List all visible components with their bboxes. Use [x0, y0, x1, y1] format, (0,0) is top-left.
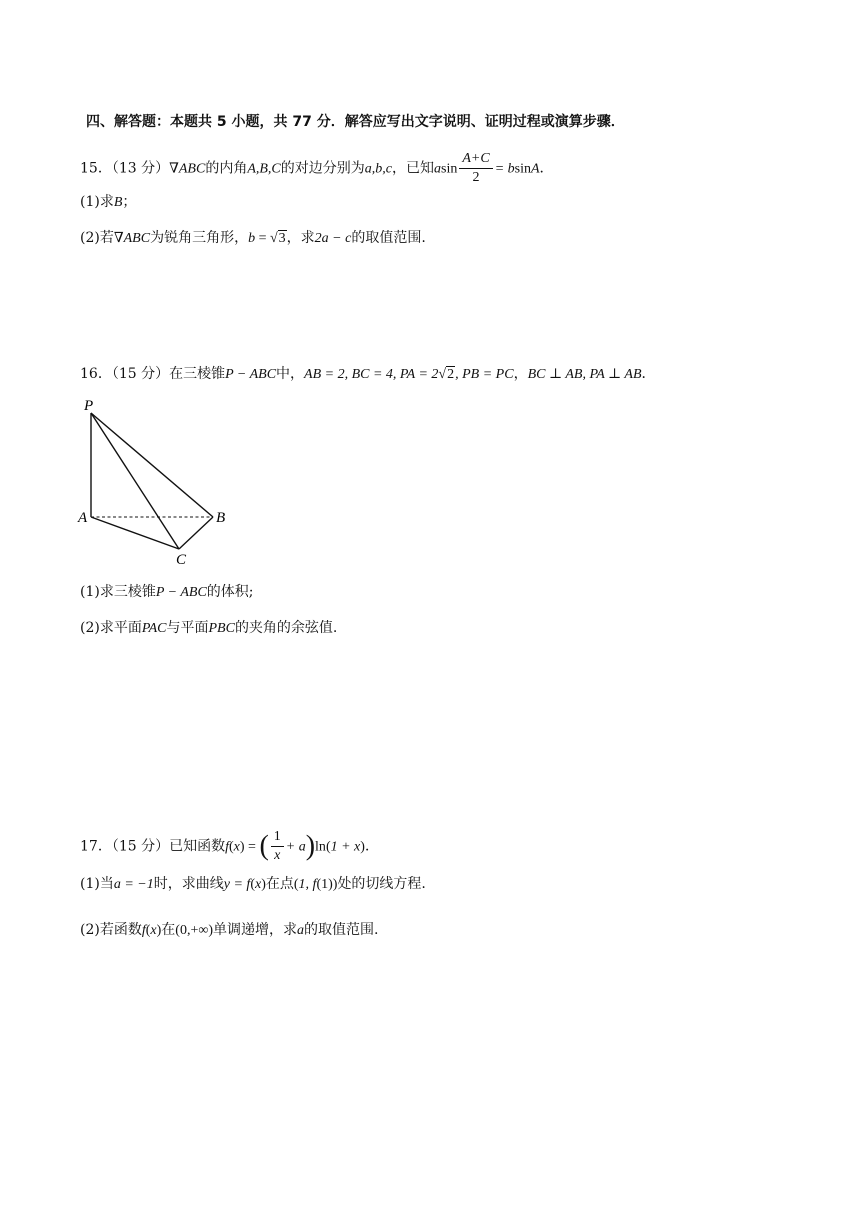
question-17-score: （15 分） — [111, 838, 170, 855]
edge-pb — [91, 413, 213, 517]
vertex-label-a: A — [78, 510, 88, 526]
question-16-part-1: (1)求三棱锥P − ABC的体积; — [80, 584, 254, 600]
question-17-number: 17． — [80, 838, 112, 855]
question-15-stem: 15．（13 分）∇ABC的内角A,B,C的对边分别为a,b,c，已知asin $\frac{A+C}{2}$ = bsinA． — [80, 151, 554, 185]
edge-ac — [91, 517, 179, 549]
question-17-stem: 17．（15 分）已知函数f(x) = ( $\frac{1}{x}$ + a)ln(1 + x)． — [80, 829, 379, 863]
question-16-stem: 16．（15 分）在三棱锥P − ABC中，AB = 2, BC = 4, PA = 2√2, PB = PC，BC ⊥ AB, PA ⊥ AB． — [80, 366, 656, 382]
vertex-label-b: B — [216, 510, 226, 526]
question-16-score: （15 分） — [111, 366, 170, 382]
fraction-a-plus-c-over-2: $\frac{A+C}{2}$ — [459, 150, 492, 187]
question-15-part-2: (2)若∇ABC为锐角三角形，b = √3，求2a − c的取值范围. — [80, 230, 426, 246]
edge-bc — [179, 517, 213, 549]
question-17-part-2: (2)若函数f(x)在(0,+∞)单调递增，求a的取值范围. — [80, 922, 379, 938]
question-15-number: 15． — [80, 160, 112, 177]
section-heading: 四、解答题：本题共 5 小题，共 77 分．解答应写出文字说明、证明过程或演算步骤． — [86, 114, 625, 130]
question-15-part-1: (1)求B； — [80, 194, 137, 210]
edge-pc — [91, 413, 179, 549]
vertex-label-c: C — [176, 552, 187, 568]
question-15-score: （13 分） — [111, 160, 170, 177]
question-16-number: 16． — [80, 366, 112, 382]
sqrt-3: 3 — [278, 231, 286, 246]
question-17-part-1: (1)当a = −1时，求曲线y = f(x)在点(1, f(1))处的切线方程. — [80, 876, 426, 892]
pyramid-figure — [72, 396, 242, 572]
vertex-label-p: P — [84, 398, 94, 414]
sqrt-2: 2 — [447, 367, 455, 382]
question-16-part-2: (2)求平面PAC与平面PBC的夹角的余弦值. — [80, 620, 338, 636]
fraction-1-over-x: $\frac{1}{x}$ — [271, 828, 284, 865]
